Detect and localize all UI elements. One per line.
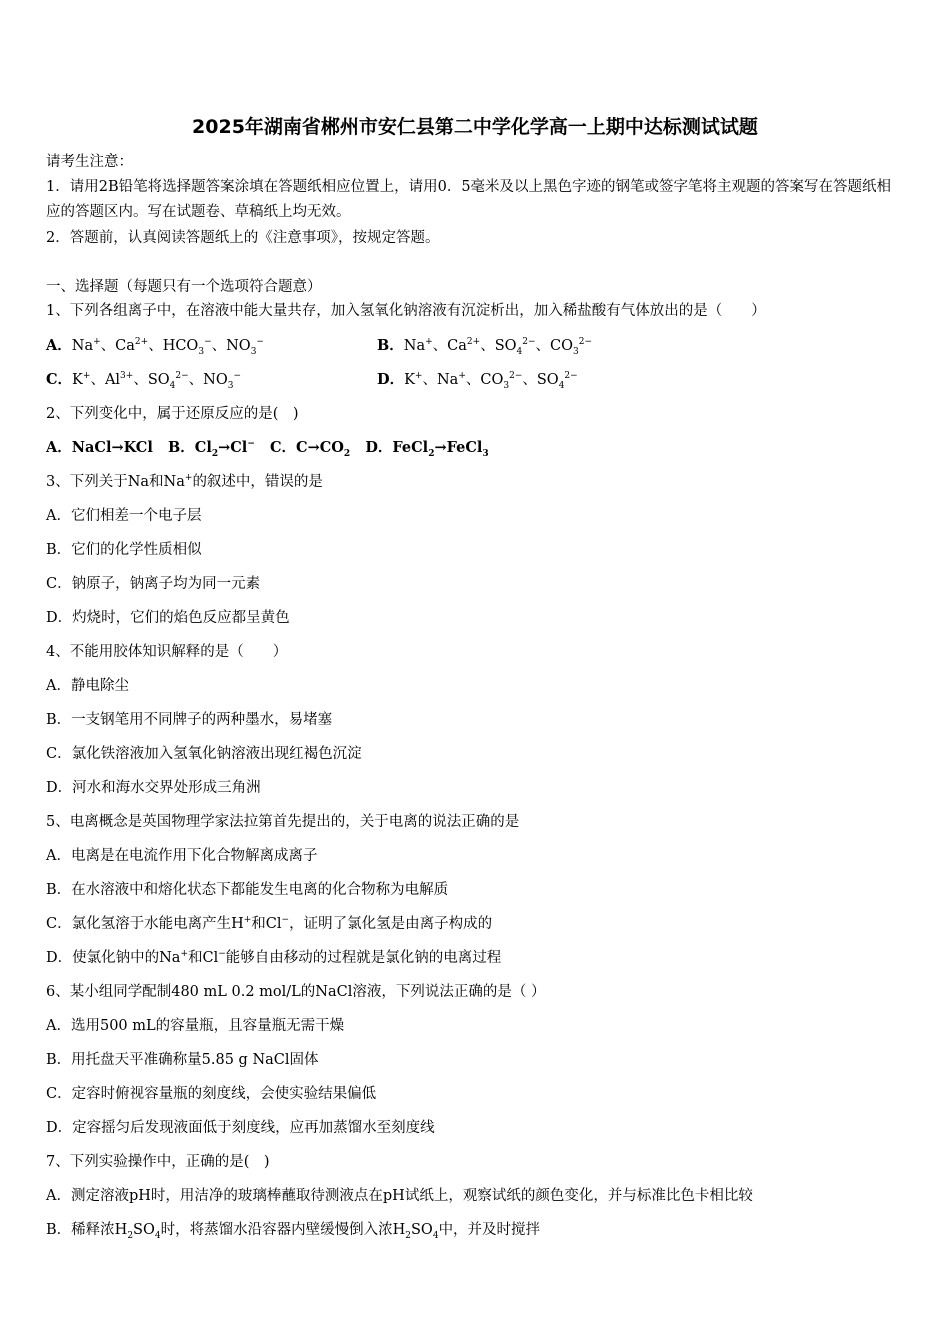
question-3-option-b: B．它们的化学性质相似 bbox=[46, 542, 202, 558]
question-6-option-b: B．用托盘天平准确称量5.85 g NaCl固体 bbox=[46, 1052, 319, 1068]
question-2-stem: 2、下列变化中，属于还原反应的是( ) bbox=[46, 406, 299, 422]
notice-heading: 请考生注意： bbox=[46, 154, 133, 170]
question-4-option-b: B．一支钢笔用不同牌子的两种墨水，易堵塞 bbox=[46, 712, 333, 728]
question-7-option-a: A．测定溶液pH时，用洁净的玻璃棒蘸取待测液点在pH试纸上，观察试纸的颜色变化，并与标准比色卡相比较 bbox=[46, 1188, 753, 1204]
question-1-option-c: C．K+、$Al^{3+}$、$SO_4^{2-}$、$NO_3^-$ bbox=[46, 371, 242, 391]
question-4-option-a: A．静电除尘 bbox=[46, 678, 129, 694]
question-5-option-d: D．使氯化钠中的Na+和Cl−能够自由移动的过程就是氯化钠的电离过程 bbox=[46, 949, 502, 966]
question-4-stem: 4、不能用胶体知识解释的是（ ） bbox=[46, 644, 288, 660]
question-6-option-c: C．定容时俯视容量瓶的刻度线，会使实验结果偏低 bbox=[46, 1086, 377, 1102]
option-b: B．$Cl_2\to Cl^-$ bbox=[168, 439, 255, 459]
question-5-option-a: A．电离是在电流作用下化合物解离成离子 bbox=[46, 848, 318, 864]
page-title: 2025年湖南省郴州市安仁县第二中学化学高一上期中达标测试试题 bbox=[192, 116, 758, 138]
question-6-stem: 6、某小组同学配制480 mL 0.2 mol/L的NaCl溶液，下列说法正确的是（ ） bbox=[46, 984, 546, 1000]
question-2-options bbox=[46, 438, 489, 458]
question-1-option-a: A．Na+、$Ca^{2+}$、$HCO_3^-$、$NO_3^-$ bbox=[46, 337, 264, 357]
question-5-option-b: B．在水溶液中和熔化状态下都能发生电离的化合物称为电解质 bbox=[46, 882, 449, 898]
question-1-stem: 1、下列各组离子中，在溶液中能大量共存，加入氢氧化钠溶液有沉淀析出，加入稀盐酸有气体放出的是（ ） bbox=[46, 303, 766, 319]
section-heading: 一、选择题（每题只有一个选项符合题意） bbox=[46, 279, 322, 295]
option-label: A． bbox=[46, 337, 72, 354]
question-4-option-d: D．河水和海水交界处形成三角洲 bbox=[46, 780, 261, 796]
question-7-option-b: B．稀释浓$H_2SO_4$时，将蒸馏水沿容器内壁缓慢倒入浓$H_2SO_4$中，并及时搅拌 bbox=[46, 1222, 541, 1241]
option-a: A．NaCl→KCl bbox=[46, 439, 153, 456]
question-6-option-d: D．定容摇匀后发现液面低于刻度线，应再加蒸馏水至刻度线 bbox=[46, 1120, 435, 1136]
option-c: C．$C\to CO_2$ bbox=[270, 439, 351, 459]
question-1-option-b: B．Na+、$Ca^{2+}$、$SO_4^{2-}$、$CO_3^{2-}$ bbox=[377, 337, 593, 357]
question-3-stem: 3、下列关于Na和Na+的叙述中，错误的是 bbox=[46, 473, 323, 490]
question-5-stem: 5、电离概念是英国物理学家法拉第首先提出的，关于电离的说法正确的是 bbox=[46, 814, 520, 830]
question-3-option-a: A．它们相差一个电子层 bbox=[46, 508, 202, 524]
notice-item-2: 2．答题前，认真阅读答题纸上的《注意事项》，按规定答题。 bbox=[46, 230, 440, 246]
question-7-stem: 7、下列实验操作中，正确的是( ) bbox=[46, 1154, 270, 1170]
question-1-option-d: D．K+、Na+、$CO_3^{2-}$、$SO_4^{2-}$ bbox=[377, 371, 578, 391]
question-4-option-c: C．氯化铁溶液加入氢氧化钠溶液出现红褐色沉淀 bbox=[46, 746, 362, 762]
notice-item-1: 1．请用2B铅笔将选择题答案涂填在答题纸相应位置上，请用0．5毫米及以上黑色字迹的钢笔或签字笔将主观题的答案写在答题纸相应的答题区内。写在试题卷、草稿纸上均无效。 bbox=[46, 179, 892, 220]
question-6-option-a: A．选用500 mL的容量瓶，且容量瓶无需干燥 bbox=[46, 1018, 345, 1034]
question-3-option-c: C．钠原子，钠离子均为同一元素 bbox=[46, 576, 261, 592]
question-3-option-d: D．灼烧时，它们的焰色反应都呈黄色 bbox=[46, 610, 290, 626]
question-5-option-c: C．氯化氢溶于水能电离产生H+和Cl−，证明了氯化氢是由离子构成的 bbox=[46, 915, 493, 932]
option-d: D．FeCl$_2$→FeCl$_3$ bbox=[365, 439, 489, 459]
